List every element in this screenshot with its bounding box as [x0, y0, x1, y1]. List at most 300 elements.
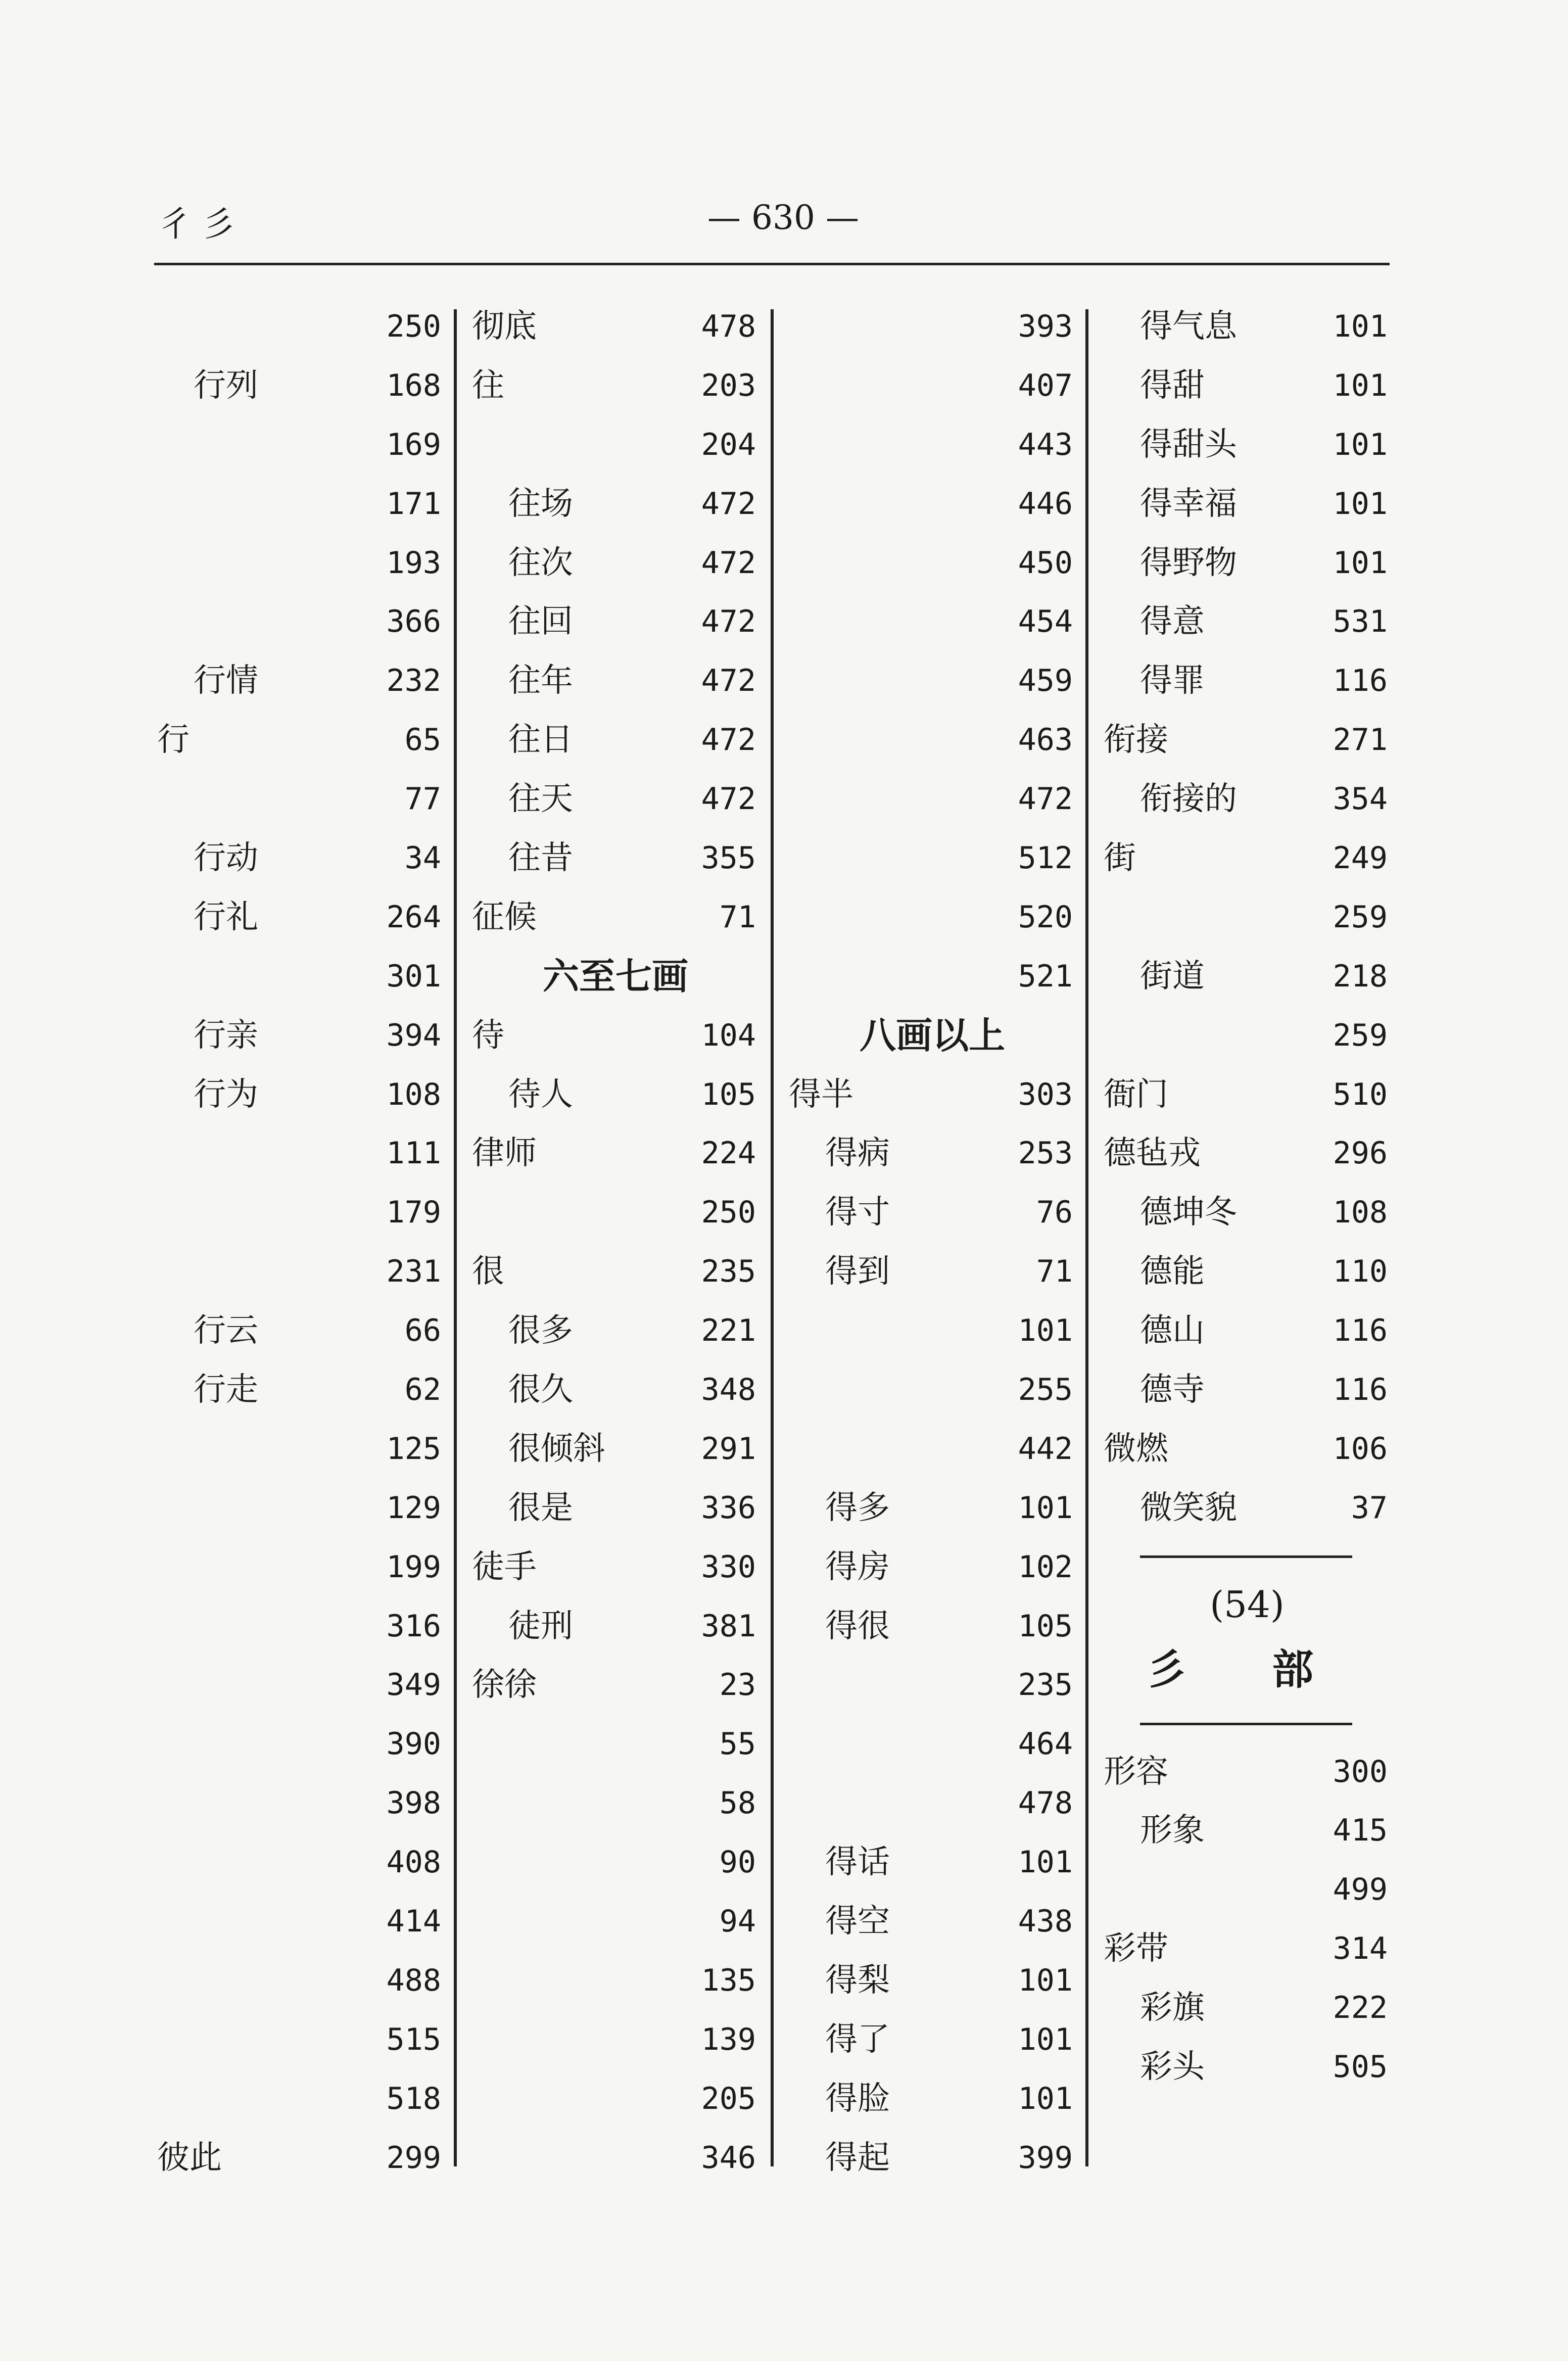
entry-word: 得幸福	[1140, 485, 1237, 523]
index-entry	[786, 1951, 1079, 2010]
entry-page-number: 101	[1018, 2021, 1073, 2057]
index-entry	[1101, 947, 1394, 1006]
entry-page-number: 300	[1333, 1754, 1388, 1789]
entry-word: 行为	[194, 1075, 258, 1113]
entry-page-number: 303	[1018, 1076, 1073, 1112]
index-entry	[154, 534, 447, 593]
entry-page-number: 259	[1333, 1017, 1388, 1053]
entry-page-number: 101	[1333, 427, 1388, 462]
entry-word: 德毡戎	[1104, 1135, 1201, 1172]
entry-word: 彼此	[157, 2139, 222, 2177]
page-number: — 630 —	[707, 198, 859, 237]
index-entry	[786, 1538, 1079, 1597]
entry-page-number: 105	[1018, 1608, 1073, 1644]
entry-page-number: 116	[1333, 1313, 1388, 1349]
index-column-2	[469, 297, 762, 2188]
entry-word: 行走	[194, 1371, 258, 1409]
section-rule	[1101, 1705, 1394, 1742]
index-entry	[154, 1951, 447, 2010]
entry-word: 行列	[194, 366, 258, 404]
entry-word: 很久	[508, 1371, 573, 1409]
entry-page-number: 366	[386, 604, 441, 640]
index-entry	[786, 1833, 1079, 1892]
entry-page-number: 255	[1018, 1372, 1073, 1408]
entry-page-number: 478	[701, 309, 756, 344]
radical-number	[1101, 1575, 1394, 1634]
entry-page-number: 58	[719, 1785, 756, 1821]
index-entry	[154, 297, 447, 356]
entry-page-number: 101	[1333, 545, 1388, 581]
entry-page-number: 71	[719, 899, 756, 935]
index-entry	[786, 1065, 1079, 1124]
index-entry	[469, 770, 762, 829]
entry-page-number: 472	[701, 663, 756, 699]
entry-page-number: 499	[1333, 1872, 1388, 1908]
entry-word: 征候	[472, 898, 537, 936]
entry-page-number: 179	[386, 1195, 441, 1231]
column-divider	[771, 309, 774, 2166]
index-entry	[1101, 1420, 1394, 1479]
entry-page-number: 459	[1018, 663, 1073, 699]
entry-word: 行动	[194, 839, 258, 877]
entry-page-number: 111	[386, 1136, 441, 1171]
entry-page-number: 218	[1333, 958, 1388, 994]
entry-word: 衔接	[1104, 721, 1168, 759]
entry-word: 得房	[825, 1548, 890, 1586]
entry-page-number: 464	[1018, 1726, 1073, 1762]
index-entry	[469, 475, 762, 534]
entry-page-number: 531	[1333, 604, 1388, 640]
index-entry	[786, 534, 1079, 593]
entry-page-number: 512	[1018, 840, 1073, 876]
entry-word: 往场	[508, 485, 573, 523]
index-entry	[469, 1597, 762, 1656]
entry-word: 衙门	[1104, 1075, 1168, 1113]
entry-page-number: 76	[1036, 1195, 1073, 1231]
entry-page-number: 390	[386, 1726, 441, 1762]
entry-page-number: 271	[1333, 722, 1388, 758]
index-entry	[469, 829, 762, 888]
index-entry	[469, 1538, 762, 1597]
entry-word: 微燃	[1104, 1430, 1168, 1468]
index-entry	[154, 1124, 447, 1183]
index-entry	[469, 1892, 762, 1951]
entry-page-number: 55	[719, 1726, 756, 1762]
entry-page-number: 203	[701, 367, 756, 403]
entry-page-number: 454	[1018, 604, 1073, 640]
index-entry	[1101, 829, 1394, 888]
entry-page-number: 450	[1018, 545, 1073, 581]
index-entry	[786, 651, 1079, 711]
entry-page-number: 472	[701, 781, 756, 817]
entry-word: 很	[472, 1253, 504, 1291]
index-entry	[154, 1538, 447, 1597]
index-entry	[1101, 2038, 1394, 2097]
entry-word: 得到	[825, 1253, 890, 1291]
entry-word: 彩旗	[1140, 1989, 1205, 2027]
entry-word: 街	[1104, 839, 1136, 877]
entry-page-number: 442	[1018, 1431, 1073, 1467]
entry-word: 得病	[825, 1135, 890, 1172]
entry-page-number: 520	[1018, 899, 1073, 935]
entry-page-number: 105	[701, 1076, 756, 1112]
index-entry	[786, 356, 1079, 415]
index-entry	[1101, 1978, 1394, 2038]
entry-page-number: 66	[404, 1313, 441, 1349]
entry-word: 律师	[472, 1135, 537, 1172]
index-entry	[154, 1006, 447, 1065]
index-entry	[469, 1479, 762, 1538]
entry-word: 得很	[825, 1607, 890, 1645]
entry-word: 往回	[508, 603, 573, 641]
index-entry	[786, 2069, 1079, 2129]
index-entry	[154, 2129, 447, 2188]
index-entry	[1101, 1124, 1394, 1183]
entry-page-number: 336	[701, 1490, 756, 1526]
section-heading-text: 六至七画	[542, 955, 688, 998]
entry-page-number: 101	[1018, 1490, 1073, 1526]
entry-word: 很是	[508, 1489, 573, 1527]
index-entry	[1101, 1360, 1394, 1420]
entry-page-number: 199	[386, 1549, 441, 1585]
entry-page-number: 250	[386, 309, 441, 344]
entry-page-number: 472	[701, 604, 756, 640]
entry-word: 行礼	[194, 898, 258, 936]
index-entry	[154, 1360, 447, 1420]
index-entry	[1101, 651, 1394, 711]
index-entry	[786, 1124, 1079, 1183]
entry-page-number: 291	[701, 1431, 756, 1467]
index-entry	[786, 1656, 1079, 1715]
index-entry	[1101, 534, 1394, 593]
entry-page-number: 231	[386, 1254, 441, 1290]
entry-page-number: 23	[719, 1667, 756, 1703]
header-rule	[154, 263, 1390, 265]
index-entry	[469, 415, 762, 475]
entry-word: 徒手	[472, 1548, 537, 1586]
index-entry	[469, 1656, 762, 1715]
entry-page-number: 505	[1333, 2049, 1388, 2085]
index-entry	[786, 1360, 1079, 1420]
entry-page-number: 116	[1333, 663, 1388, 699]
index-entry	[1101, 592, 1394, 651]
entry-word: 微笑貌	[1140, 1489, 1237, 1527]
index-column-3	[786, 297, 1079, 2188]
index-entry	[786, 947, 1079, 1006]
entry-page-number: 104	[701, 1017, 756, 1053]
entry-word: 得寸	[825, 1194, 890, 1232]
entry-page-number: 472	[1018, 781, 1073, 817]
entry-word: 得气息	[1140, 308, 1237, 345]
entry-page-number: 250	[701, 1195, 756, 1231]
entry-page-number: 193	[386, 545, 441, 581]
index-entry	[154, 651, 447, 711]
index-entry	[1101, 1479, 1394, 1538]
entry-page-number: 204	[701, 427, 756, 462]
entry-page-number: 463	[1018, 722, 1073, 758]
index-entry	[1101, 415, 1394, 475]
index-entry	[154, 475, 447, 534]
entry-page-number: 235	[1018, 1667, 1073, 1703]
index-entry	[154, 1656, 447, 1715]
entry-word: 德山	[1140, 1312, 1205, 1350]
entry-word: 得话	[825, 1844, 890, 1881]
index-entry	[1101, 711, 1394, 770]
entry-page-number: 414	[386, 1904, 441, 1940]
index-entry	[469, 2010, 762, 2069]
index-entry	[469, 297, 762, 356]
index-entry	[469, 1715, 762, 1774]
entry-word: 形象	[1140, 1812, 1205, 1850]
index-entry	[469, 651, 762, 711]
index-entry	[1101, 1183, 1394, 1242]
index-entry	[786, 2010, 1079, 2069]
entry-page-number: 314	[1333, 1931, 1388, 1967]
entry-page-number: 518	[386, 2081, 441, 2116]
entry-page-number: 296	[1333, 1136, 1388, 1171]
index-entry	[1101, 770, 1394, 829]
entry-word: 待人	[508, 1075, 573, 1113]
index-entry	[786, 1892, 1079, 1951]
index-entry	[786, 770, 1079, 829]
entry-page-number: 101	[1018, 1962, 1073, 1998]
index-entry	[469, 1006, 762, 1065]
entry-word: 形容	[1104, 1753, 1168, 1790]
entry-page-number: 264	[386, 899, 441, 935]
entry-page-number: 381	[701, 1608, 756, 1644]
entry-page-number: 102	[1018, 1549, 1073, 1585]
entry-page-number: 407	[1018, 367, 1073, 403]
entry-word: 得了	[825, 2020, 890, 2058]
entry-page-number: 510	[1333, 1076, 1388, 1112]
entry-word: 往天	[508, 780, 573, 818]
index-entry	[786, 1715, 1079, 1774]
entry-page-number: 106	[1333, 1431, 1388, 1467]
entry-word: 往昔	[508, 839, 573, 877]
index-entry	[154, 1479, 447, 1538]
entry-word: 很倾斜	[508, 1430, 605, 1468]
index-entry	[469, 1833, 762, 1892]
entry-word: 衔接的	[1140, 780, 1237, 818]
entry-page-number: 65	[404, 722, 441, 758]
entry-page-number: 438	[1018, 1904, 1073, 1940]
index-entry	[154, 1065, 447, 1124]
index-entry	[1101, 297, 1394, 356]
section-heading	[469, 947, 762, 1006]
index-entry	[1101, 356, 1394, 415]
index-entry	[786, 592, 1079, 651]
entry-page-number: 77	[404, 781, 441, 817]
section-heading-text: 八画以上	[859, 1014, 1005, 1057]
index-entry	[154, 2010, 447, 2069]
index-entry	[469, 1183, 762, 1242]
entry-page-number: 168	[386, 367, 441, 403]
index-entry	[154, 592, 447, 651]
section-rule-line	[1140, 1723, 1352, 1725]
index-entry	[786, 1597, 1079, 1656]
entry-word: 得空	[825, 1903, 890, 1941]
entry-word: 很多	[508, 1312, 573, 1350]
index-entry	[154, 888, 447, 947]
index-entry	[154, 770, 447, 829]
entry-word: 德寺	[1140, 1371, 1205, 1409]
entry-page-number: 349	[386, 1667, 441, 1703]
index-entry	[154, 1183, 447, 1242]
index-entry	[786, 1774, 1079, 1833]
index-entry	[469, 1951, 762, 2010]
entry-word: 得甜头	[1140, 426, 1237, 463]
index-entry	[469, 592, 762, 651]
index-entry	[786, 711, 1079, 770]
entry-word: 往	[472, 366, 504, 404]
entry-page-number: 101	[1018, 2081, 1073, 2116]
entry-page-number: 110	[1333, 1254, 1388, 1290]
entry-word: 得脸	[825, 2080, 890, 2117]
entry-word: 徐徐	[472, 1666, 537, 1704]
entry-page-number: 101	[1018, 1845, 1073, 1880]
section-rule-line	[1140, 1555, 1352, 1558]
entry-word: 徒刑	[508, 1607, 573, 1645]
entry-word: 往年	[508, 662, 573, 700]
entry-page-number: 101	[1333, 486, 1388, 522]
entry-word: 彩头	[1140, 2048, 1205, 2086]
entry-word: 得半	[789, 1075, 853, 1113]
entry-word: 得梨	[825, 1961, 890, 1999]
index-entry	[786, 888, 1079, 947]
entry-page-number: 249	[1333, 840, 1388, 876]
index-entry	[154, 1420, 447, 1479]
entry-page-number: 34	[404, 840, 441, 876]
entry-page-number: 354	[1333, 781, 1388, 817]
entry-page-number: 330	[701, 1549, 756, 1585]
entry-page-number: 135	[701, 1962, 756, 1998]
entry-page-number: 472	[701, 722, 756, 758]
index-entry	[469, 2069, 762, 2129]
entry-word: 彻底	[472, 308, 537, 345]
entry-page-number: 316	[386, 1608, 441, 1644]
entry-page-number: 108	[386, 1076, 441, 1112]
index-entry	[469, 2129, 762, 2188]
entry-page-number: 393	[1018, 309, 1073, 344]
entry-page-number: 101	[1333, 309, 1388, 344]
entry-page-number: 399	[1018, 2140, 1073, 2176]
index-entry	[1101, 888, 1394, 947]
index-entry	[469, 1774, 762, 1833]
entry-page-number: 222	[1333, 1990, 1388, 2026]
index-entry	[1101, 1801, 1394, 1860]
entry-page-number: 235	[701, 1254, 756, 1290]
entry-word: 得甜	[1140, 366, 1205, 404]
index-entry	[154, 1597, 447, 1656]
index-entry	[786, 1183, 1079, 1242]
entry-page-number: 521	[1018, 958, 1073, 994]
entry-word: 行云	[194, 1312, 258, 1350]
radical-header: 彳彡	[158, 205, 245, 245]
column-divider	[454, 309, 457, 2166]
index-entry	[154, 1774, 447, 1833]
entry-word: 得罪	[1140, 662, 1205, 700]
entry-page-number: 108	[1333, 1195, 1388, 1231]
entry-word: 行	[157, 721, 189, 759]
entry-word: 行亲	[194, 1016, 258, 1054]
radical-section-text: (54)	[1210, 1583, 1285, 1626]
entry-word: 德坤冬	[1140, 1194, 1237, 1232]
entry-page-number: 129	[386, 1490, 441, 1526]
entry-word: 得野物	[1140, 544, 1237, 582]
index-entry	[469, 888, 762, 947]
index-column-1	[154, 297, 447, 2188]
entry-page-number: 62	[404, 1372, 441, 1408]
entry-page-number: 472	[701, 545, 756, 581]
entry-page-number: 221	[701, 1313, 756, 1349]
entry-page-number: 94	[719, 1904, 756, 1940]
entry-page-number: 125	[386, 1431, 441, 1467]
entry-word: 彩带	[1104, 1930, 1168, 1968]
entry-page-number: 355	[701, 840, 756, 876]
index-entry	[469, 711, 762, 770]
index-entry	[469, 534, 762, 593]
index-entry	[786, 1420, 1079, 1479]
index-entry	[469, 1124, 762, 1183]
entry-page-number: 224	[701, 1136, 756, 1171]
index-column-4	[1101, 297, 1394, 2097]
entry-page-number: 348	[701, 1372, 756, 1408]
index-entry	[786, 2129, 1079, 2188]
index-entry	[1101, 1065, 1394, 1124]
index-entry	[469, 1420, 762, 1479]
index-entry	[1101, 1006, 1394, 1065]
index-entry	[154, 356, 447, 415]
index-entry	[469, 1065, 762, 1124]
entry-page-number: 346	[701, 2140, 756, 2176]
entry-page-number: 408	[386, 1845, 441, 1880]
index-entry	[154, 947, 447, 1006]
entry-page-number: 71	[1036, 1254, 1073, 1290]
index-entry	[786, 1479, 1079, 1538]
entry-page-number: 299	[386, 2140, 441, 2176]
entry-word: 街道	[1140, 957, 1205, 995]
entry-page-number: 301	[386, 958, 441, 994]
entry-page-number: 515	[386, 2021, 441, 2057]
index-entry	[786, 475, 1079, 534]
entry-page-number: 232	[386, 663, 441, 699]
entry-page-number: 472	[701, 486, 756, 522]
index-entry	[154, 711, 447, 770]
index-entry	[154, 415, 447, 475]
section-rule	[1101, 1538, 1394, 1575]
entry-page-number: 101	[1333, 367, 1388, 403]
index-entry	[154, 829, 447, 888]
entry-page-number: 171	[386, 486, 441, 522]
radical-section-text: 彡 部	[1145, 1645, 1349, 1694]
index-entry	[154, 1833, 447, 1892]
entry-page-number: 90	[719, 1845, 756, 1880]
index-entry	[1101, 1860, 1394, 1919]
entry-page-number: 398	[386, 1785, 441, 1821]
entry-word: 得多	[825, 1489, 890, 1527]
entry-word: 得意	[1140, 603, 1205, 641]
entry-page-number: 253	[1018, 1136, 1073, 1171]
index-entry	[1101, 475, 1394, 534]
index-entry	[786, 1301, 1079, 1360]
index-entry	[786, 297, 1079, 356]
entry-page-number: 415	[1333, 1813, 1388, 1849]
radical-section-title	[1101, 1634, 1394, 1705]
entry-word: 得起	[825, 2139, 890, 2177]
index-entry	[786, 829, 1079, 888]
entry-page-number: 169	[386, 427, 441, 462]
index-entry	[154, 1242, 447, 1301]
